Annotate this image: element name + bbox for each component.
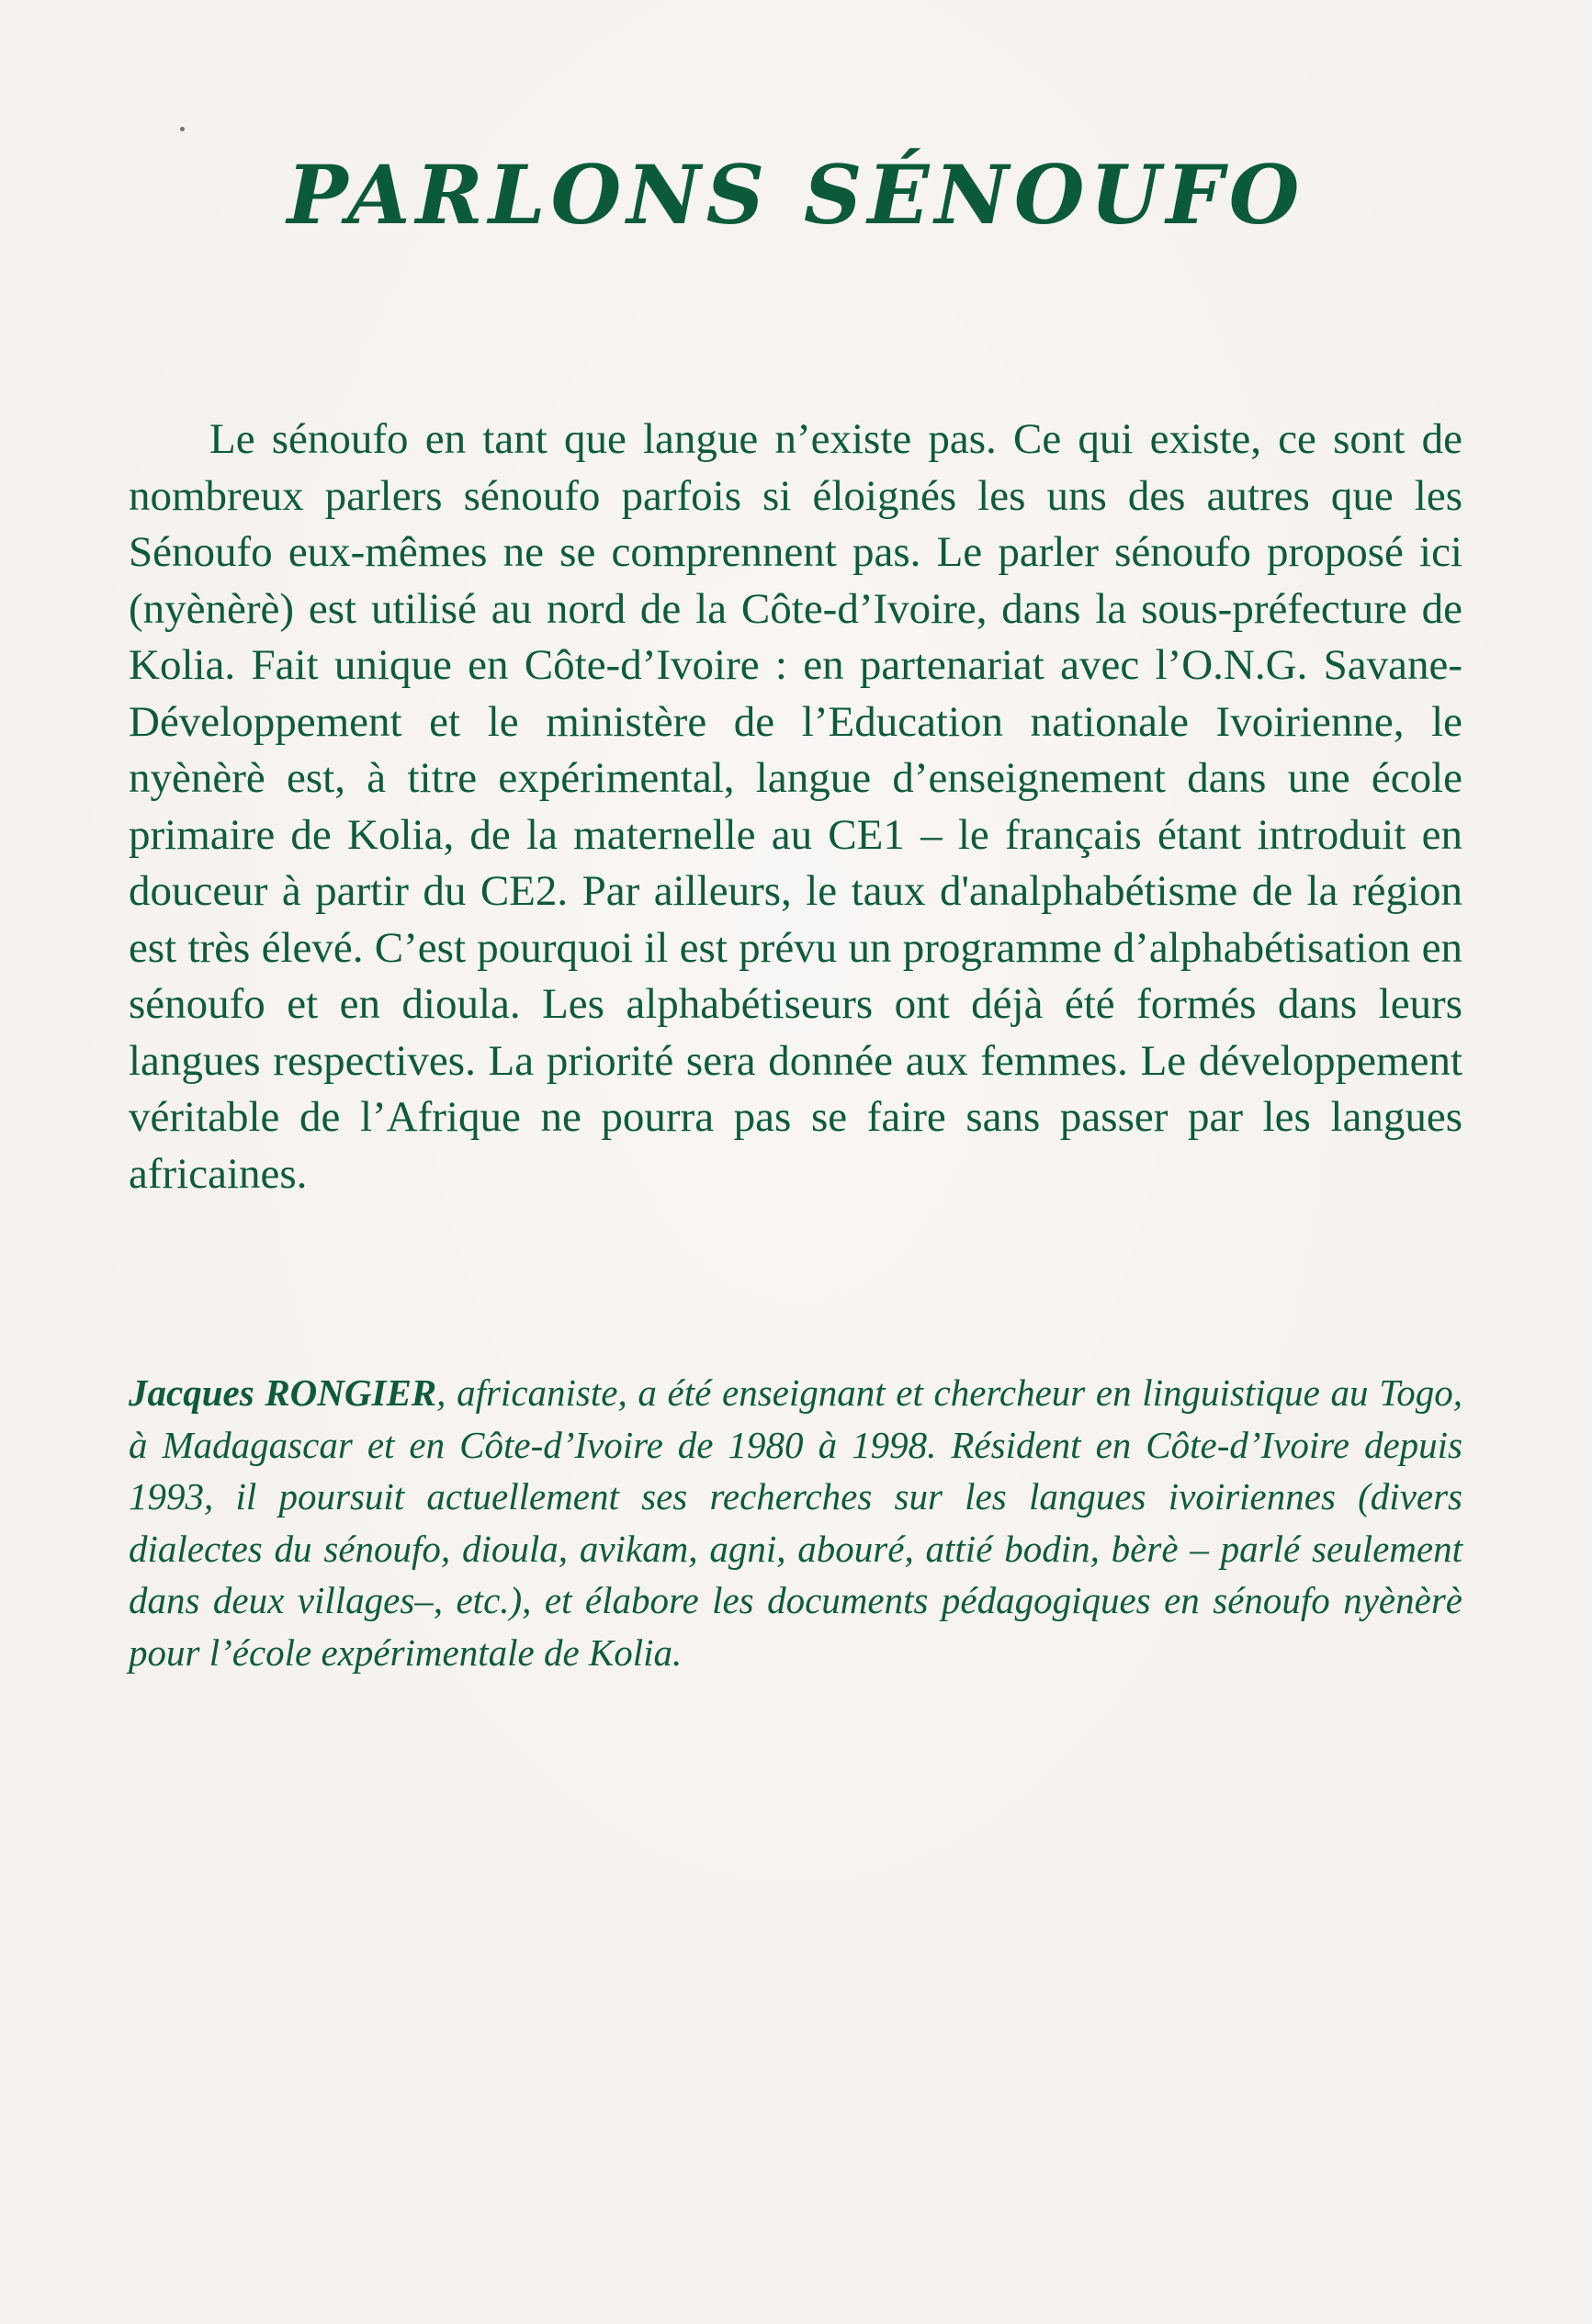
author-bio-text: , africaniste, a été enseignant et chercheur en linguistique au Togo, à Madagascar et en Côte-d’Ivoire de 1980 à 1998. Résident en Côte-d’Ivoire depuis 1993, il poursuit actuellement ses recherches sur les langues ivoiriennes (divers dialectes du sénoufo, dioula, avikam, agni, abouré, attié bodin, bèrè – parlé seulement dans deux villages–, etc.), et élabore les documents pédagogiques en sénoufo nyènèrè pour l’école expérimentale de Kolia. — [129, 1371, 1463, 1674]
author-bio — [129, 1367, 1462, 1678]
book-description: Le sénoufo en tant que langue n’existe pas. Ce qui existe, ce sont de nombreux parlers sénoufo parfois si éloignés les uns des autres que les Sénoufo eux-mêmes ne se comprennent pas. Le parler sénoufo proposé ici (nyènèrè) est utilisé au nord de la Côte-d’Ivoire, dans la sous-préfecture de Kolia. Fait unique en Côte-d’Ivoire : en partenariat avec l’O.N.G. Savane-Développement et le ministère de l’Education nationale Ivoirienne, le nyènèrè est, à titre expérimental, langue d’enseignement dans une école primaire de Kolia, de la maternelle au CE1 – le français étant introduit en douceur à partir du CE2. Par ailleurs, le taux d'analphabétisme de la région est très élevé. C’est pourquoi il est prévu un programme d’alphabétisation en sénoufo et en dioula. Les alphabétiseurs ont déjà été formés dans leurs langues respectives. La priorité sera donnée aux femmes. Le développement véritable de l’Afrique ne pourra pas se faire sans passer par les langues africaines. — [129, 415, 1462, 1198]
book-title: PARLONS SÉNOUFO — [287, 147, 1305, 243]
paper-speck — [180, 127, 185, 131]
author-name: Jacques RONGIER — [129, 1371, 437, 1414]
